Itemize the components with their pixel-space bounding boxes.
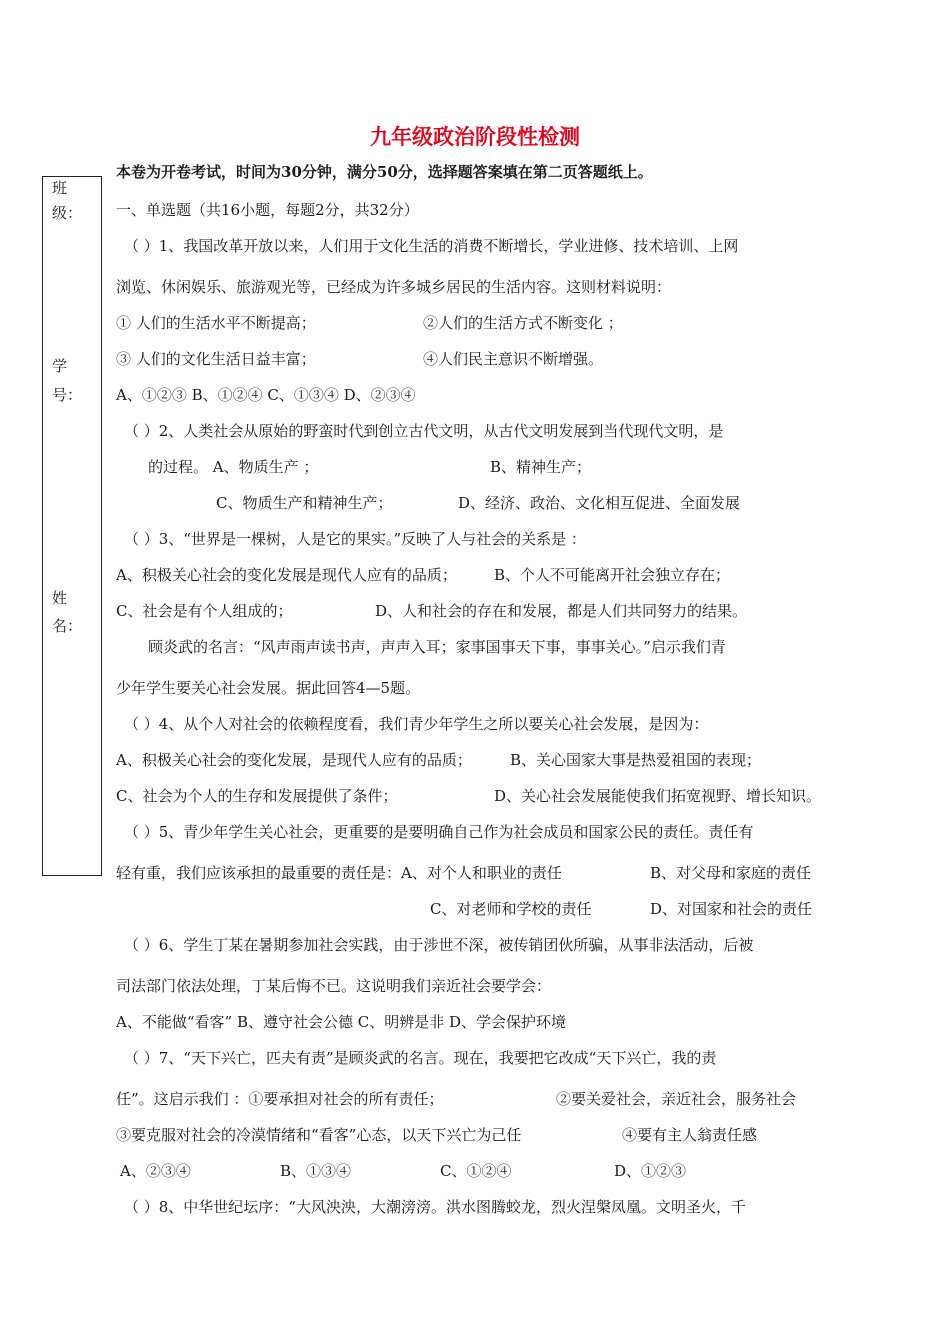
section-heading: 一、单选题（共16小题，每题2分，共32分）	[116, 201, 419, 219]
question-2-cont: 的过程。 A、物质生产 ；	[148, 458, 319, 476]
question-8: （ ）8、中华世纪坛序：“大风泱泱，大潮滂滂。洪水图腾蛟龙，烈火涅槃凤凰。文明圣火，千	[124, 1198, 746, 1216]
option-2: ②人们的生活方式不断变化 ；	[423, 314, 623, 332]
page-title: 九年级政治阶段性检测	[370, 124, 580, 149]
choice-4c: C、社会为个人的生存和发展提供了条件；	[116, 787, 398, 805]
question-7-cont: 任”。这启示我们 ：①要承担对社会的所有责任；	[116, 1090, 444, 1108]
option-4: ④人们民主意识不断增强。	[423, 350, 604, 368]
option-7b: ②要关爱社会，亲近社会，服务社会	[556, 1090, 797, 1108]
name-label-2: 名：	[52, 617, 83, 635]
question-6-cont: 司法部门依法处理，丁某后悔不已。这说明我们亲近社会要学会：	[116, 977, 552, 995]
choices-1: A、①②③ B、①②④ C、①③④ D、②③④	[116, 386, 416, 404]
question-7: （ ）7、“天下兴亡，匹夫有责”是顾炎武的名言。现在，我要把它改成“天下兴亡，我的责	[124, 1049, 717, 1067]
choice-7c: C、①②④	[440, 1162, 512, 1180]
class-label: 班	[52, 179, 68, 197]
choice-2c: C、物质生产和精神生产；	[216, 494, 393, 512]
choice-5c: C、对老师和学校的责任	[430, 900, 592, 918]
question-6: （ ）6、学生丁某在暑期参加社会实践，由于涉世不深，被传销团伙所骗，从事非法活动，后被	[124, 936, 754, 954]
choice-4b: B、关心国家大事是热爱祖国的表现；	[510, 751, 762, 769]
question-2: （ ）2、人类社会从原始的野蛮时代到创立古代文明，从古代文明发展到当代现代文明，是	[124, 422, 724, 440]
class-label-2: 级：	[52, 204, 83, 222]
question-5: （ ）5、青少年学生关心社会，更重要的是要明确自己作为社会成员和国家公民的责任。责任有	[124, 823, 754, 841]
choice-4d: D、关心社会发展能使我们拓宽视野、增长知识。	[494, 787, 822, 805]
choice-2d: D、经济、政治、文化相互促进、全面发展	[458, 494, 741, 512]
choice-7d: D、①②③	[614, 1162, 687, 1180]
choices-6: A、不能做“看客” B、遵守社会公德 C、明辨是非 D、学会保护环境	[116, 1013, 567, 1031]
choice-4a: A、积极关心社会的变化发展，是现代人应有的品质；	[116, 751, 472, 769]
option-7d: ④要有主人翁责任感	[622, 1126, 758, 1144]
number-label-2: 号：	[52, 386, 83, 404]
option-1: ① 人们的生活水平不断提高；	[116, 314, 316, 332]
number-label: 学	[52, 357, 68, 375]
question-4: （ ）4、从个人对社会的依赖程度看，我们青少年学生之所以要关心社会发展，是因为：	[124, 715, 709, 733]
choice-5b: B、对父母和家庭的责任	[650, 864, 812, 882]
choice-5d: D、对国家和社会的责任	[650, 900, 813, 918]
material-text: 顾炎武的名言：“风声雨声读书声，声声入耳；家事国事天下事，事事关心。”启示我们青	[148, 638, 726, 656]
choice-3a: A、积极关心社会的变化发展是现代人应有的品质；	[116, 566, 457, 584]
choice-2b: B、精神生产；	[490, 458, 592, 476]
question-1: （ ）1、我国改革开放以来，人们用于文化生活的消费不断增长，学业进修、技术培训、上网	[124, 237, 739, 255]
choice-7b: B、①③④	[280, 1162, 352, 1180]
option-7c: ③要克服对社会的冷漠情绪和“看客”心态，以天下兴亡为己任	[116, 1126, 522, 1144]
question-1-cont: 浏览、休闲娱乐、旅游观光等，已经成为许多城乡居民的生活内容。这则材料说明：	[116, 278, 672, 296]
student-info-box	[42, 176, 102, 876]
material-text-cont: 少年学生要关心社会发展。据此回答4—5题。	[116, 679, 421, 697]
choice-3c: C、社会是有个人组成的；	[116, 602, 293, 620]
option-3: ③ 人们的文化生活日益丰富；	[116, 350, 316, 368]
instructions: 本卷为开卷考试，时间为30分钟，满分50分，选择题答案填在第二页答题纸上。	[116, 163, 653, 181]
question-5-cont: 轻有重，我们应该承担的最重要的责任是：A、对个人和职业的责任	[116, 864, 562, 882]
question-3: （ ）3、“世界是一棵树，人是它的果实。”反映了人与社会的关系是 ：	[124, 530, 586, 548]
choice-7a: A、②③④	[120, 1162, 191, 1180]
choice-3d: D、人和社会的存在和发展，都是人们共同努力的结果。	[375, 602, 748, 620]
choice-3b: B、个人不可能离开社会独立存在；	[494, 566, 731, 584]
name-label: 姓	[52, 589, 68, 607]
